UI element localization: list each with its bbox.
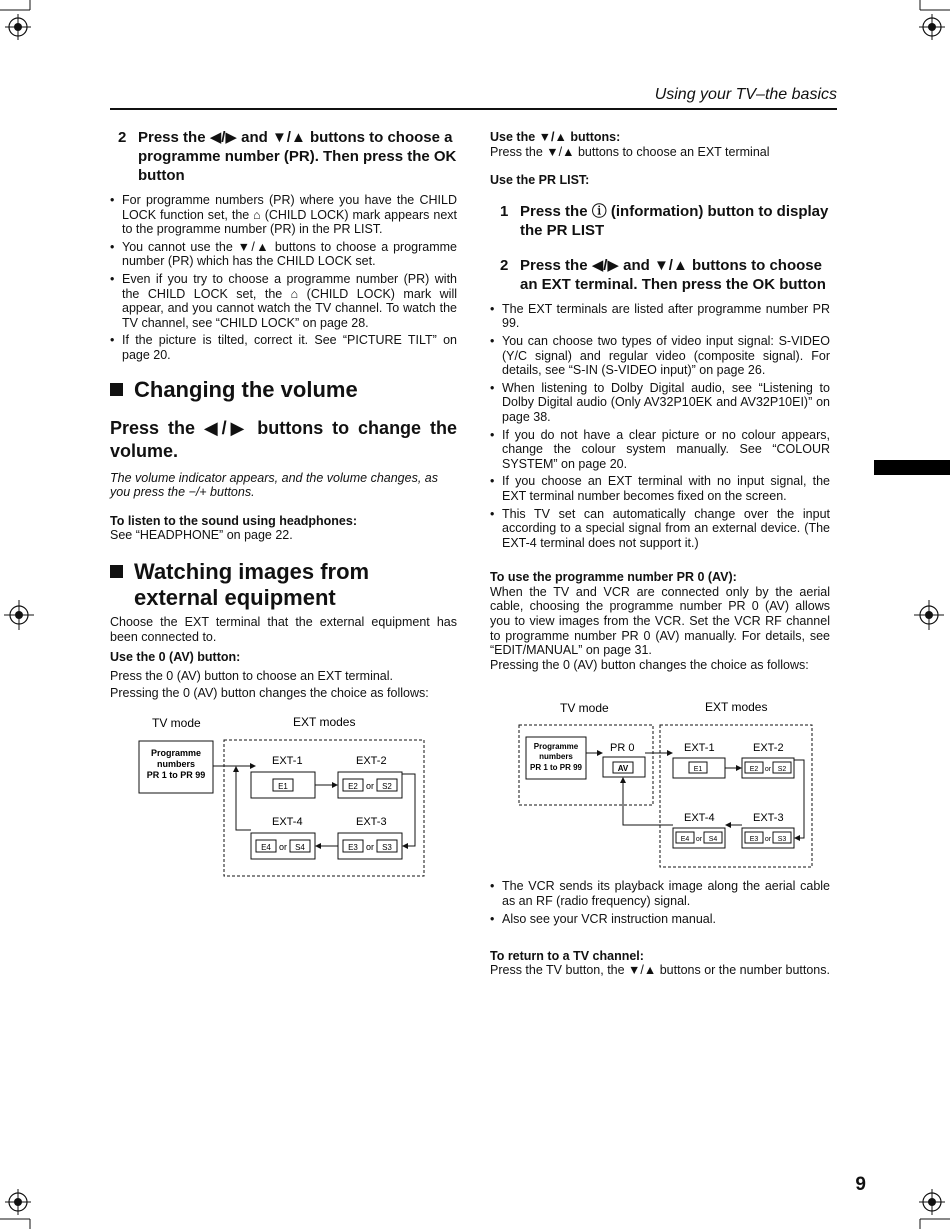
ext-3-label: EXT-3 [753, 812, 784, 824]
list-item: • Also see your VCR instruction manual. [490, 912, 830, 927]
external-intro: Choose the EXT terminal that the external equipment has been connected to. [110, 614, 457, 644]
ext-modes-label: EXT modes [705, 700, 768, 714]
right-step-1 [500, 202, 830, 240]
list-item: • Even if you try to choose a programme number (PR) with the CHILD LOCK set, the ⌂ (CHILD LOCK) mark will appear, and you cannot watch the TV channel. To watch the TV channel, see “CHILD LOCK” on page 28. [110, 272, 457, 330]
left-ext-diagram [130, 710, 440, 885]
vcr-bullets [490, 879, 830, 927]
list-item: • You can choose two types of video input signal: S-VIDEO (Y/C signal) and regular video (composite signal). For details, see “S-IN (S-VIDEO input)” on page 26. [490, 334, 830, 378]
volume-subheading: Press the ◀/▶ buttons to change the volume. [110, 417, 457, 461]
e1-badge: E1 [693, 766, 703, 773]
use-av-text-2: Pressing the 0 (AV) button changes the choice as follows: [110, 686, 429, 701]
tv-mode-label: TV mode [152, 716, 201, 730]
s2-badge: S2 [777, 766, 787, 773]
registration-mark-bottom-left [0, 1185, 40, 1229]
e1-badge: E1 [278, 782, 288, 791]
programme-line-2: numbers [156, 759, 196, 769]
tv-mode-label: TV mode [560, 701, 609, 715]
use-av-text-1: Press the 0 (AV) button to choose an EXT terminal. [110, 668, 394, 683]
or-label: or [764, 766, 772, 773]
s4-badge: S4 [295, 843, 305, 852]
pr0-text-2: Pressing the 0 (AV) button changes the choice as follows: [490, 657, 809, 672]
ext-modes-frame [224, 740, 424, 876]
or-label: or [365, 781, 375, 791]
programme-line-3: PR 1 to PR 99 [146, 770, 206, 780]
e2-badge: E2 [749, 766, 759, 773]
ext-1-label: EXT-1 [684, 742, 715, 754]
use-buttons-text: Press the ▼/▲ buttons to choose an EXT terminal [490, 144, 770, 159]
ext-2-label: EXT-2 [356, 755, 387, 767]
ext-3-label: EXT-3 [356, 816, 387, 828]
left-step-2 [118, 128, 457, 185]
ext-4-label: EXT-4 [684, 812, 715, 824]
list-item: • If you do not have a clear picture or no colour appears, change the colour system manually. See “COLOUR SYSTEM” on page 20. [490, 428, 830, 472]
e3-badge: E3 [348, 843, 358, 852]
heading-text: Changing the volume [134, 376, 358, 402]
list-item: • The VCR sends its playback image along the aerial cable as an RF (radio frequency) signal. [490, 879, 830, 908]
registration-mark-top-right [910, 0, 950, 44]
heading-square-icon [110, 383, 123, 396]
e3-badge: E3 [749, 836, 759, 843]
list-item: • The EXT terminals are listed after programme number PR 99. [490, 302, 830, 331]
step-number: 2 [500, 256, 509, 274]
registration-mark-bottom-right [910, 1185, 950, 1229]
page-number: 9 [855, 1174, 866, 1195]
left-step-2-bullets [110, 193, 457, 363]
header-rule [110, 108, 837, 110]
step-text: Press the ⓘ (information) button to display the PR LIST [520, 202, 829, 239]
return-text: Press the TV button, the ▼/▲ buttons or the number buttons. [490, 963, 830, 978]
e2-badge: E2 [348, 782, 358, 791]
headphone-label: To listen to the sound using headphones: [110, 513, 357, 528]
s4-badge: S4 [708, 836, 718, 843]
return-label: To return to a TV channel: [490, 948, 644, 963]
header-title: Using your TV–the basics [654, 86, 837, 103]
right-column [490, 130, 830, 672]
list-item: • For programme numbers (PR) where you have the CHILD LOCK function set, the ⌂ (CHILD LOCK) mark appears next to the programme number (PR) in the PR LIST. [110, 193, 457, 237]
registration-mark-middle-right [912, 598, 946, 632]
programme-line-1: Programme [533, 742, 579, 751]
or-label: or [365, 842, 375, 852]
s3-badge: S3 [777, 836, 787, 843]
use-av-label: Use the 0 (AV) button: [110, 650, 241, 665]
right-bullets [490, 302, 830, 551]
list-item: • This TV set can automatically change over the input according to a special signal from an external device. (The EXT-4 terminal does not support it.) [490, 507, 830, 551]
programme-line-1: Programme [150, 748, 202, 758]
registration-mark-top-left [0, 0, 40, 44]
registration-mark-middle-left [2, 598, 36, 632]
headphone-text: See “HEADPHONE” on page 22. [110, 528, 293, 543]
ext-1-label: EXT-1 [272, 755, 303, 767]
ext-4-label: EXT-4 [272, 816, 303, 828]
av-badge: AV [617, 764, 629, 773]
right-ext-diagram [515, 695, 820, 873]
pr0-label: PR 0 [610, 742, 635, 754]
step-text: Press the ◀/▶ and ▼/▲ buttons to choose an EXT terminal. Then press the OK button [520, 256, 826, 293]
right-column-bottom [490, 879, 830, 978]
heading-square-icon [110, 565, 123, 578]
programme-line-2: numbers [539, 752, 573, 761]
e4-badge: E4 [261, 843, 271, 852]
pr0-label: To use the programme number PR 0 (AV): [490, 570, 737, 585]
programme-line-3: PR 1 to PR 99 [529, 763, 583, 772]
pr0-text: When the TV and VCR are connected only by the aerial cable, choosing the programme number PR 0 (AV) allows you to view images from the VCR. Set the VCR RF channel to programme number PR 0 (AV) manually. For details, see “EDIT/MANUAL” on page 31. [490, 584, 830, 658]
ext-modes-label: EXT modes [293, 715, 356, 729]
ext-modes-frame [660, 725, 812, 867]
list-item: • When listening to Dolby Digital audio, see “Listening to Dolby Digital audio (Only AV32P10EK and AV32P10EI)” on page 38. [490, 381, 830, 425]
right-step-2 [500, 256, 830, 294]
use-prlist-label: Use the PR LIST: [490, 173, 590, 188]
volume-italic-text: The volume indicator appears, and the volume changes, as you press the −/+ buttons. [110, 470, 438, 500]
external-heading [110, 559, 457, 611]
or-label: or [695, 836, 703, 843]
step-number: 2 [118, 129, 127, 146]
step-text: Press the ◀/▶ and ▼/▲ buttons to choose a programme number (PR). Then press the OK button [138, 129, 457, 184]
or-label: or [764, 836, 772, 843]
or-label: or [278, 842, 288, 852]
s2-badge: S2 [382, 782, 392, 791]
left-column [110, 128, 457, 701]
list-item: • You cannot use the ▼/▲ buttons to choose a programme number (PR) which has the CHILD LOCK set. [110, 240, 457, 269]
use-buttons-label: Use the ▼/▲ buttons: [490, 130, 621, 144]
list-item: • If the picture is tilted, correct it. See “PICTURE TILT” on page 20. [110, 333, 457, 362]
ext-2-label: EXT-2 [753, 742, 784, 754]
e4-badge: E4 [680, 836, 690, 843]
volume-heading [110, 377, 457, 403]
s3-badge: S3 [382, 843, 392, 852]
list-item: • If you choose an EXT terminal with no input signal, the EXT terminal number becomes fixed on the screen. [490, 474, 830, 503]
step-number: 1 [500, 202, 509, 220]
heading-text: Watching images from external equipment [134, 558, 370, 610]
side-tab-marker [874, 460, 950, 475]
